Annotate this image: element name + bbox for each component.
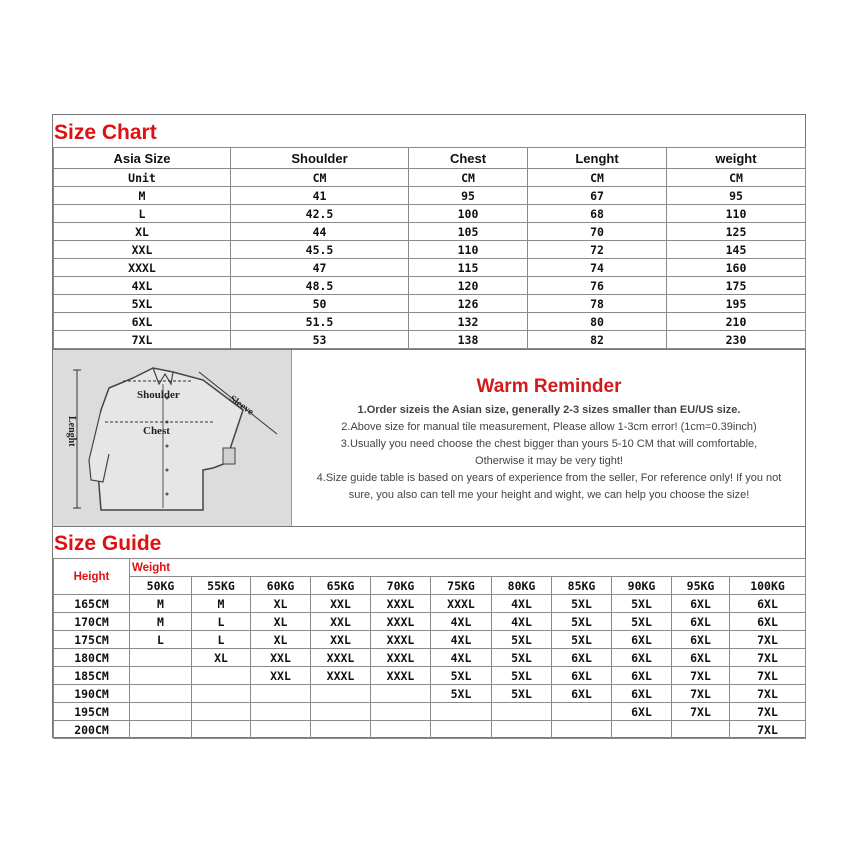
height-cell: 185CM	[54, 667, 130, 685]
column-header: Chest	[409, 148, 528, 169]
weight-header: Weight	[130, 559, 806, 577]
size-cell	[552, 703, 612, 721]
table-row	[54, 205, 806, 223]
size-cell	[492, 703, 552, 721]
measure-cell: 105	[409, 223, 528, 241]
height-header: Height	[54, 559, 130, 595]
measurement-section	[53, 349, 805, 527]
reminder-line: 3.Usually you need choose the chest bigger than yours 5-10 CM that will comfortable,	[340, 438, 758, 450]
measure-cell: 82	[528, 331, 667, 349]
size-chart-table	[53, 147, 806, 349]
size-cell: 5XL	[492, 631, 552, 649]
size-cell: XXXL	[371, 613, 431, 631]
measure-cell: 44	[231, 223, 409, 241]
weight-cell: 75KG	[431, 577, 492, 595]
size-cell: 7XL	[672, 685, 730, 703]
size-cell: 7XL	[730, 649, 806, 667]
size-cell: 7XL	[730, 685, 806, 703]
size-cell: 7XL	[730, 703, 806, 721]
table-row	[54, 595, 806, 613]
column-header: Asia Size	[54, 148, 231, 169]
size-cell	[130, 667, 192, 685]
size-cell: XL	[192, 649, 251, 667]
table-row	[54, 703, 806, 721]
measure-cell: 72	[528, 241, 667, 259]
size-cell	[130, 703, 192, 721]
size-cell: XXL	[311, 613, 371, 631]
size-cell	[311, 721, 371, 739]
measure-cell: 41	[231, 187, 409, 205]
measure-cell: 195	[667, 295, 806, 313]
size-cell	[192, 703, 251, 721]
reminder-line: 4.Size guide table is based on years of experience from the seller, For reference only! If you not	[316, 472, 782, 484]
size-cell: 4XL	[431, 649, 492, 667]
weight-cell: 55KG	[192, 577, 251, 595]
unit-cell: Unit	[54, 169, 231, 187]
size-cell: 4XL	[492, 595, 552, 613]
size-cell: XXL	[311, 631, 371, 649]
measure-cell: 70	[528, 223, 667, 241]
size-cell: XXXL	[311, 649, 371, 667]
size-cell: 5XL	[552, 595, 612, 613]
size-chart-unit-row	[54, 169, 806, 187]
size-cell: XXXL	[371, 649, 431, 667]
weight-cell: 85KG	[552, 577, 612, 595]
size-cell: XXXL	[371, 631, 431, 649]
table-row	[54, 313, 806, 331]
size-cell: XXXL	[431, 595, 492, 613]
measure-cell: 95	[667, 187, 806, 205]
shirt-illustration	[53, 350, 291, 526]
measure-cell: 48.5	[231, 277, 409, 295]
shoulder-label: Shoulder	[137, 389, 180, 401]
measure-cell: 132	[409, 313, 528, 331]
table-row	[54, 241, 806, 259]
measure-cell: 74	[528, 259, 667, 277]
size-cell	[251, 685, 311, 703]
size-cell: XXL	[54, 241, 231, 259]
size-guide-title: Size Guide	[54, 532, 162, 555]
measure-cell: 95	[409, 187, 528, 205]
weight-cell: 100KG	[730, 577, 806, 595]
table-row	[54, 613, 806, 631]
length-label: Lenght	[66, 416, 77, 447]
weight-cell: 60KG	[251, 577, 311, 595]
size-cell	[672, 721, 730, 739]
size-cell: 7XL	[672, 667, 730, 685]
size-cell: XXXL	[311, 667, 371, 685]
size-cell: 5XL	[492, 649, 552, 667]
measure-cell: 110	[667, 205, 806, 223]
size-cell: M	[54, 187, 231, 205]
chest-label: Chest	[143, 425, 170, 437]
measure-cell: 53	[231, 331, 409, 349]
size-cell: 7XL	[54, 331, 231, 349]
size-cell	[311, 703, 371, 721]
size-cell: M	[130, 613, 192, 631]
table-row	[54, 259, 806, 277]
size-guide-table	[53, 558, 806, 739]
height-cell: 190CM	[54, 685, 130, 703]
measure-cell: 45.5	[231, 241, 409, 259]
table-row	[54, 331, 806, 349]
size-cell	[371, 703, 431, 721]
size-cell: L	[192, 631, 251, 649]
size-cell: L	[54, 205, 231, 223]
table-row	[54, 667, 806, 685]
size-cell	[251, 703, 311, 721]
measure-cell: 230	[667, 331, 806, 349]
size-cell: 5XL	[431, 685, 492, 703]
measure-cell: 68	[528, 205, 667, 223]
size-cell: XL	[251, 631, 311, 649]
weights-row	[54, 577, 806, 595]
size-chart-header-row	[54, 148, 806, 169]
size-cell: 5XL	[612, 613, 672, 631]
unit-cell: CM	[231, 169, 409, 187]
size-cell: XXXL	[371, 595, 431, 613]
size-cell: XL	[251, 595, 311, 613]
measure-cell: 76	[528, 277, 667, 295]
size-cell: 4XL	[431, 631, 492, 649]
height-cell: 170CM	[54, 613, 130, 631]
measure-cell: 80	[528, 313, 667, 331]
size-cell	[431, 721, 492, 739]
measure-cell: 50	[231, 295, 409, 313]
size-cell: XXL	[311, 595, 371, 613]
size-cell: 5XL	[552, 631, 612, 649]
size-cell	[130, 685, 192, 703]
size-cell: 6XL	[552, 685, 612, 703]
size-cell: 6XL	[612, 649, 672, 667]
weight-cell: 95KG	[672, 577, 730, 595]
size-cell	[130, 649, 192, 667]
size-cell	[552, 721, 612, 739]
size-cell: XL	[251, 613, 311, 631]
height-cell: 195CM	[54, 703, 130, 721]
size-cell: 6XL	[612, 685, 672, 703]
height-cell: 165CM	[54, 595, 130, 613]
size-cell: 6XL	[730, 613, 806, 631]
table-row	[54, 649, 806, 667]
size-cell: 5XL	[552, 613, 612, 631]
size-cell: 6XL	[672, 649, 730, 667]
sleeve-label: Sleeve	[227, 393, 256, 418]
unit-cell: CM	[528, 169, 667, 187]
reminder-line: 2.Above size for manual tile measurement, Please allow 1-3cm error! (1cm=0.39inch)	[341, 421, 757, 433]
size-cell: 6XL	[552, 649, 612, 667]
weight-cell: 50KG	[130, 577, 192, 595]
size-cell	[492, 721, 552, 739]
weight-cell: 90KG	[612, 577, 672, 595]
measure-cell: 120	[409, 277, 528, 295]
size-cell: XXL	[251, 649, 311, 667]
size-cell: 5XL	[54, 295, 231, 313]
size-cell: M	[130, 595, 192, 613]
size-cell: 6XL	[672, 595, 730, 613]
size-cell: 4XL	[54, 277, 231, 295]
size-cell: 6XL	[612, 631, 672, 649]
measure-cell: 78	[528, 295, 667, 313]
table-row	[54, 187, 806, 205]
size-cell: 6XL	[612, 703, 672, 721]
column-header: weight	[667, 148, 806, 169]
size-cell	[371, 721, 431, 739]
size-chart-title: Size Chart	[54, 121, 157, 144]
table-row	[54, 721, 806, 739]
size-cell	[431, 703, 492, 721]
measure-cell: 115	[409, 259, 528, 277]
table-row	[54, 223, 806, 241]
reminder-line: sure, you also can tell me your height and wight, we can help you choose the size!	[348, 489, 750, 501]
table-row	[54, 277, 806, 295]
size-cell	[371, 685, 431, 703]
measure-cell: 42.5	[231, 205, 409, 223]
measure-cell: 138	[409, 331, 528, 349]
measure-cell: 126	[409, 295, 528, 313]
table-row	[54, 295, 806, 313]
shirt-diagram	[53, 350, 292, 526]
measure-cell: 67	[528, 187, 667, 205]
column-header: Shoulder	[231, 148, 409, 169]
reminder-line: Otherwise it may be very tight!	[475, 455, 623, 467]
measure-cell: 175	[667, 277, 806, 295]
size-cell: 6XL	[54, 313, 231, 331]
size-cell: 7XL	[672, 703, 730, 721]
reminder-title: Warm Reminder	[476, 376, 622, 397]
size-cell: 4XL	[492, 613, 552, 631]
measure-cell: 125	[667, 223, 806, 241]
warm-reminder	[293, 350, 805, 526]
unit-cell: CM	[409, 169, 528, 187]
size-cell: 5XL	[431, 667, 492, 685]
guide-header-row	[54, 559, 806, 577]
table-row	[54, 631, 806, 649]
size-cell: 5XL	[492, 667, 552, 685]
size-cell: 6XL	[672, 631, 730, 649]
size-cell: XL	[54, 223, 231, 241]
size-cell: 5XL	[612, 595, 672, 613]
measure-cell: 47	[231, 259, 409, 277]
size-cell	[130, 721, 192, 739]
size-cell: XXL	[251, 667, 311, 685]
measure-cell: 160	[667, 259, 806, 277]
size-cell: 7XL	[730, 721, 806, 739]
height-cell: 175CM	[54, 631, 130, 649]
size-cell	[311, 685, 371, 703]
size-cell: 6XL	[612, 667, 672, 685]
size-cell: 4XL	[431, 613, 492, 631]
size-cell: 6XL	[552, 667, 612, 685]
weight-cell: 65KG	[311, 577, 371, 595]
size-cell: 7XL	[730, 631, 806, 649]
unit-cell: CM	[667, 169, 806, 187]
size-cell: L	[130, 631, 192, 649]
size-cell: 6XL	[672, 613, 730, 631]
size-cell	[192, 721, 251, 739]
size-cell	[192, 685, 251, 703]
size-cell: L	[192, 613, 251, 631]
measure-cell: 100	[409, 205, 528, 223]
weight-cell: 70KG	[371, 577, 431, 595]
size-cell: XXXL	[371, 667, 431, 685]
weight-cell: 80KG	[492, 577, 552, 595]
measure-cell: 110	[409, 241, 528, 259]
size-cell: 6XL	[730, 595, 806, 613]
size-cell: XXXL	[54, 259, 231, 277]
measure-cell: 51.5	[231, 313, 409, 331]
height-cell: 200CM	[54, 721, 130, 739]
reminder-line: 1.Order sizeis the Asian size, generally 2-3 sizes smaller than EU/US size.	[357, 404, 741, 416]
size-cell	[192, 667, 251, 685]
height-cell: 180CM	[54, 649, 130, 667]
column-header: Lenght	[528, 148, 667, 169]
size-cell	[612, 721, 672, 739]
size-cell: 5XL	[492, 685, 552, 703]
size-cell: M	[192, 595, 251, 613]
measure-cell: 145	[667, 241, 806, 259]
size-cell	[251, 721, 311, 739]
table-row	[54, 685, 806, 703]
size-cell: 7XL	[730, 667, 806, 685]
measure-cell: 210	[667, 313, 806, 331]
